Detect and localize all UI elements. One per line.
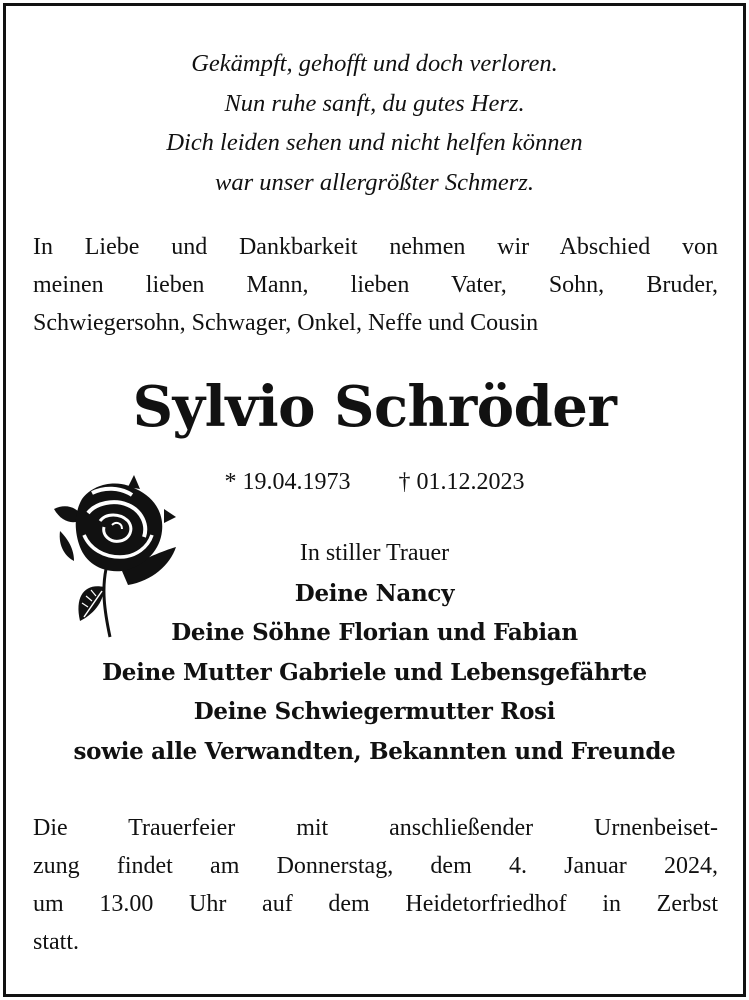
poem-line: Gekämpft, gehofft und doch verloren. [191, 50, 558, 77]
deceased-name: Sylvio Schröder [132, 374, 617, 440]
obituary-notice [3, 3, 746, 997]
memorial-poem [6, 44, 743, 202]
birth-date: * 19.04.1973 [224, 469, 351, 495]
mourner-line: Deine Mutter Gabriele und Lebensgefährte [102, 658, 647, 686]
funeral-info-line: Die Trauerfeier mit anschließender Urnenbeiset- [33, 815, 718, 841]
funeral-info-line: zung findet am Donnerstag, dem 4. Januar 2024, [33, 853, 718, 879]
farewell-text [33, 228, 718, 342]
poem-line: Dich leiden sehen und nicht helfen können [166, 129, 583, 156]
farewell-line: Schwiegersohn, Schwager, Onkel, Neffe und Cousin [33, 310, 539, 336]
farewell-line: In Liebe und Dankbarkeit nehmen wir Abschied von [33, 234, 718, 260]
poem-line: Nun ruhe sanft, du gutes Herz. [224, 89, 525, 117]
poem-line: war unser allergrößter Schmerz. [215, 168, 534, 196]
funeral-info [33, 809, 718, 961]
funeral-info-line: um 13.00 Uhr auf dem Heidetorfriedhof in Zerbst [33, 891, 718, 917]
mourner-line: Deine Nancy [294, 579, 455, 607]
farewell-line: meinen lieben Mann, lieben Vater, Sohn, Bruder, [33, 272, 718, 298]
mourner-line: Deine Söhne Florian und Fabian [171, 619, 578, 646]
death-date: † 01.12.2023 [398, 469, 525, 495]
funeral-info-line: statt. [33, 929, 79, 955]
mourner-line: Deine Schwiegermutter Rosi [193, 698, 556, 725]
mourners-heading: In stiller Trauer [299, 540, 450, 566]
mourners-block [6, 534, 743, 771]
mourner-line: sowie alle Verwandten, Bekannten und Freunde [73, 737, 676, 765]
